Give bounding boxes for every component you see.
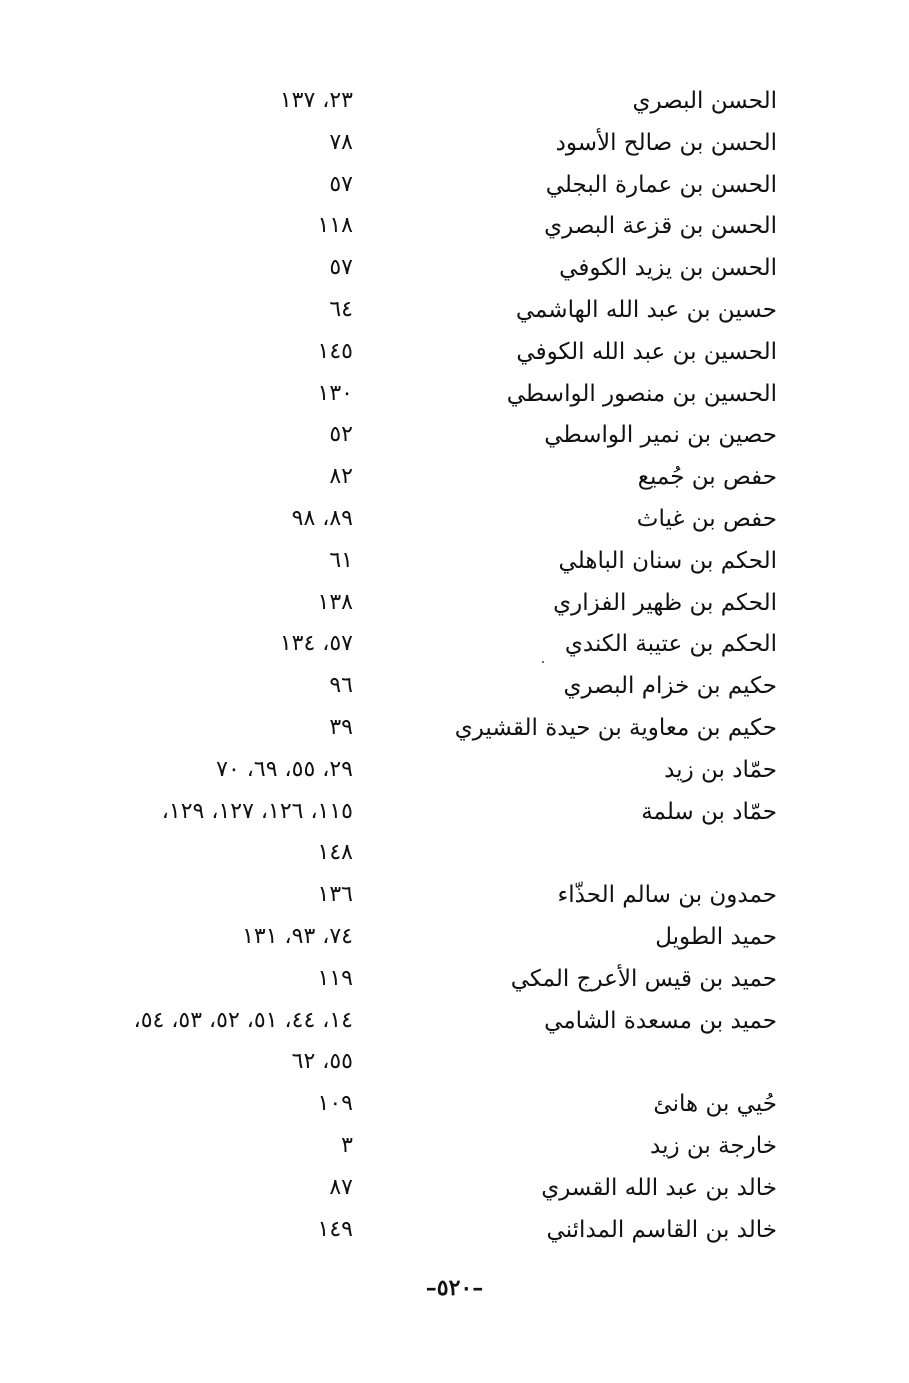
index-entry <box>0 1083 909 1125</box>
entry-name: حمدون بن سالم الحذّاء <box>557 882 777 909</box>
index-entry <box>0 665 909 707</box>
entry-pages: ٥٧، ١٣٤ <box>279 631 353 657</box>
entry-name: حميد بن مسعدة الشامي <box>544 1007 777 1034</box>
entry-name: حسين بن عبد الله الهاشمي <box>515 296 777 323</box>
index-entry <box>0 247 909 289</box>
entry-name: الحسن بن قزعة البصري <box>544 213 777 240</box>
index-entry <box>0 707 909 749</box>
index-entry <box>0 289 909 331</box>
index-entry-continuation <box>0 1041 909 1083</box>
entry-name: الحسن البصري <box>632 88 777 114</box>
index-entry <box>0 958 909 1000</box>
entry-pages: ١٤، ٤٤، ٥١، ٥٢، ٥٣، ٥٤، <box>133 1007 353 1033</box>
entry-pages: ١٣٠ <box>317 380 353 406</box>
entry-pages: ٥٧ <box>329 171 353 197</box>
entry-pages: ٥٥، ٦٢ <box>291 1049 353 1075</box>
entry-pages: ٣ <box>341 1132 353 1158</box>
entry-name: الحسين بن منصور الواسطي <box>506 380 777 407</box>
entry-name: خالد بن القاسم المدائني <box>546 1216 777 1243</box>
entry-name: حميد بن قيس الأعرج المكي <box>510 965 777 992</box>
entry-pages: ١٣٨ <box>317 589 353 615</box>
entry-pages: ٦١ <box>329 547 353 573</box>
index-entry <box>0 791 909 833</box>
index-list <box>0 80 909 1250</box>
index-entry <box>0 1000 909 1042</box>
entry-name: الحسين بن عبد الله الكوفي <box>516 338 777 365</box>
entry-pages: ٩٦ <box>329 673 353 699</box>
index-entry <box>0 623 909 665</box>
index-entry <box>0 205 909 247</box>
index-entry <box>0 540 909 582</box>
entry-pages: ٥٧ <box>329 255 353 281</box>
entry-pages: ١٠٩ <box>317 1091 353 1117</box>
index-entry <box>0 1167 909 1209</box>
entry-name: خالد بن عبد الله القسري <box>541 1174 777 1201</box>
entry-name: الحكم بن عتيبة الكندي <box>564 631 777 658</box>
index-entry <box>0 582 909 624</box>
entry-name: حمّاد بن زيد <box>664 756 777 783</box>
entry-name: حفص بن جُميع <box>637 464 777 491</box>
entry-name: الحسن بن عمارة البجلي <box>545 171 777 198</box>
entry-pages: ٧٤، ٩٣، ١٣١ <box>242 923 353 949</box>
entry-pages: ٣٩ <box>329 714 353 740</box>
index-entry <box>0 80 909 122</box>
index-entry <box>0 331 909 373</box>
stray-dot-mark <box>542 661 544 663</box>
entry-pages: ١١٨ <box>317 213 353 239</box>
entry-name: الحسن بن يزيد الكوفي <box>559 255 777 282</box>
index-entry <box>0 498 909 540</box>
index-entry-continuation <box>0 832 909 874</box>
entry-name: الحكم بن ظهير الفزاري <box>553 589 777 616</box>
entry-pages: ١٣٦ <box>317 882 353 908</box>
entry-name: الحسن بن صالح الأسود <box>555 129 777 156</box>
entry-name: حكيم بن معاوية بن حيدة القشيري <box>454 714 777 741</box>
index-entry <box>0 1209 909 1251</box>
entry-name: حُيي بن هانئ <box>653 1091 777 1118</box>
entry-pages: ٨٩، ٩٨ <box>291 505 353 531</box>
entry-pages: ٢٣، ١٣٧ <box>279 88 353 113</box>
index-entry <box>0 1125 909 1167</box>
index-entry <box>0 414 909 456</box>
index-entry <box>0 916 909 958</box>
entry-pages: ١١٥، ١٢٦، ١٢٧، ١٢٩، <box>161 798 353 824</box>
index-entry <box>0 164 909 206</box>
entry-pages: ١٤٩ <box>317 1216 353 1242</box>
entry-pages: ١٤٥ <box>317 338 353 364</box>
entry-pages: ١١٩ <box>317 965 353 991</box>
entry-pages: ٥٢ <box>329 422 353 448</box>
entry-name: خارجة بن زيد <box>650 1132 777 1159</box>
entry-pages: ٦٤ <box>329 296 353 322</box>
entry-name: حمّاد بن سلمة <box>641 798 777 825</box>
entry-pages: ٢٩، ٥٥، ٦٩، ٧٠ <box>216 756 353 782</box>
entry-pages: ٧٨ <box>329 129 353 155</box>
entry-name: حكيم بن خزام البصري <box>563 673 777 700</box>
entry-pages: ١٤٨ <box>317 840 353 866</box>
index-entry <box>0 749 909 791</box>
entry-pages: ٨٢ <box>329 464 353 490</box>
entry-pages: ٨٧ <box>329 1174 353 1200</box>
index-entry <box>0 874 909 916</box>
entry-name: حصين بن نمير الواسطي <box>544 422 777 449</box>
index-entry <box>0 456 909 498</box>
entry-name: حفص بن غياث <box>636 505 777 532</box>
entry-name: الحكم بن سنان الباهلي <box>558 547 777 574</box>
page-number: –٥٢٠– <box>425 1275 484 1301</box>
index-entry <box>0 122 909 164</box>
entry-name: حميد الطويل <box>655 923 777 950</box>
index-entry <box>0 373 909 415</box>
